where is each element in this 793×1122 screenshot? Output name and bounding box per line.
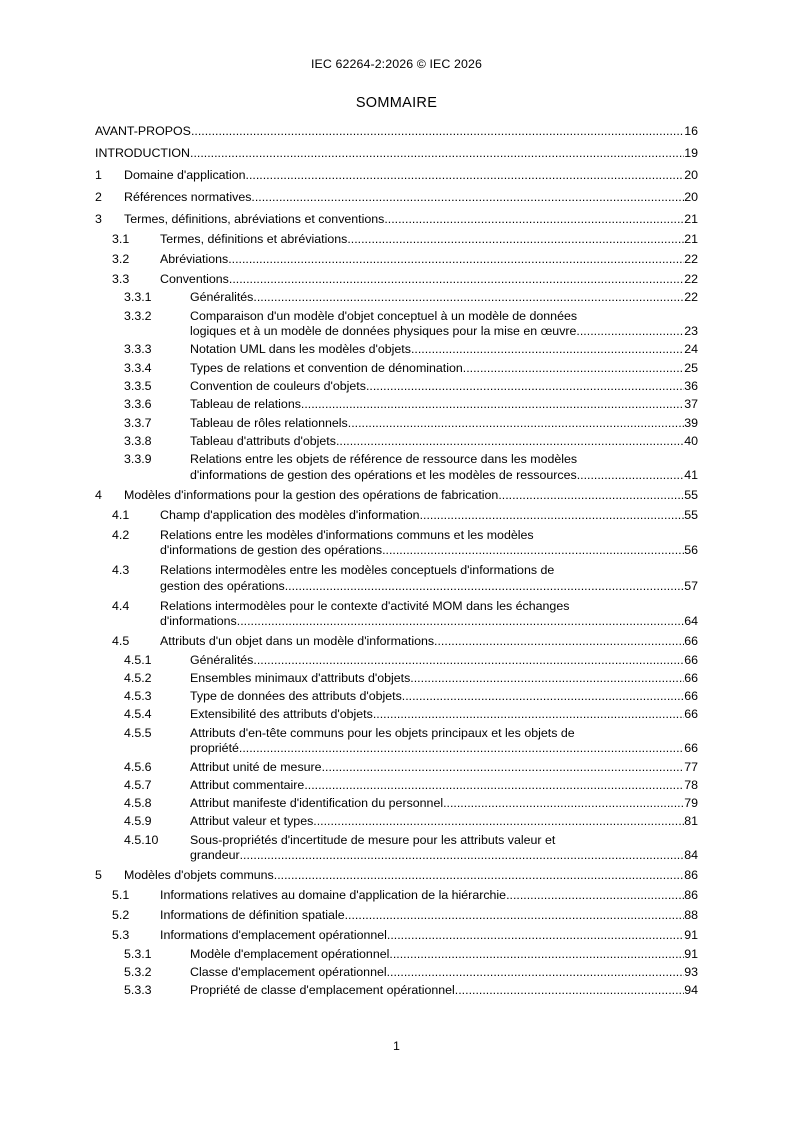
toc-entry[interactable] (95, 124, 698, 140)
toc-entry-title: Termes, définitions, abréviations et conventions (124, 212, 385, 226)
toc-entry-number: 3.3.8 (124, 433, 152, 448)
toc-entry-number: 4.5 (112, 634, 130, 649)
toc-entry-title: Informations d'emplacement opérationnel (160, 928, 387, 943)
toc-entry-title: Modèles d'objets communs (124, 868, 274, 883)
toc-entry-title: Relations intermodèles entre les modèles conceptuels d'informations de (160, 563, 555, 578)
toc-entry-number: 3.3.9 (124, 452, 152, 467)
toc-page-number: 21 (684, 232, 698, 246)
toc-entry[interactable] (95, 232, 698, 248)
dot-leader (240, 848, 685, 862)
toc-entry[interactable] (95, 563, 698, 594)
toc-entry-title: Informations relatives au domaine d'application de la hiérarchie (160, 888, 507, 903)
toc-entry[interactable] (95, 726, 698, 757)
toc-entry[interactable] (95, 947, 698, 963)
dot-leader (274, 868, 684, 882)
toc-entry-number: 5.1 (112, 888, 130, 903)
toc-entry[interactable] (95, 634, 698, 650)
toc-entry[interactable] (95, 290, 698, 306)
toc-entry-title: Classe d'emplacement opérationnel (190, 964, 387, 979)
toc-entry-title: Tableau d'attributs d'objets (190, 433, 336, 448)
toc-entry-title: Termes, définitions et abréviations (160, 232, 348, 246)
document-header: IEC 62264-2:2026 © IEC 2026 (311, 57, 482, 71)
dot-leader (410, 671, 684, 685)
toc-entry[interactable] (95, 488, 698, 504)
toc-entry[interactable] (95, 212, 698, 228)
toc-entry-number: 3 (95, 212, 102, 226)
dot-leader (577, 468, 685, 482)
dot-leader (347, 232, 684, 246)
dot-leader (348, 416, 684, 430)
toc-entry[interactable] (95, 983, 698, 999)
dot-leader (420, 508, 685, 522)
toc-entry-number: 4.5.6 (124, 759, 152, 774)
toc-entry[interactable] (95, 508, 698, 524)
toc-page-number: 23 (684, 324, 698, 339)
toc-entry[interactable] (95, 888, 698, 904)
toc-entry-number: 4.2 (112, 527, 130, 542)
toc-entry[interactable] (95, 599, 698, 630)
toc-entry-number: 4.5.7 (124, 777, 152, 792)
toc-page-number: 22 (684, 272, 698, 286)
toc-entry-title: Relations entre les objets de référence de ressource dans les modèles (190, 452, 578, 467)
dot-leader (387, 928, 684, 942)
toc-entry[interactable] (95, 146, 698, 162)
toc-page-number: 56 (684, 543, 698, 558)
toc-entry[interactable] (95, 342, 698, 358)
toc-page-number: 66 (684, 670, 698, 685)
toc-entry-number: 4 (95, 487, 102, 502)
toc-entry[interactable] (95, 190, 698, 206)
toc-page-number: 41 (684, 467, 698, 482)
toc-entry-title: Attribut valeur et types (190, 814, 314, 829)
toc-entry-number: 3.3.3 (124, 342, 152, 357)
dot-leader (455, 983, 684, 997)
toc-entry[interactable] (95, 272, 698, 288)
toc-entry[interactable] (95, 908, 698, 924)
dot-leader (322, 760, 685, 774)
toc-entry-number: 4.5.1 (124, 652, 152, 667)
toc-page-number: 86 (684, 888, 698, 903)
dot-leader (373, 707, 684, 721)
dot-leader (384, 212, 684, 226)
toc-page-number: 66 (684, 652, 698, 667)
toc-entry-title: d'informations de gestion des opérations et les modèles de ressources (190, 467, 577, 482)
toc-entry[interactable] (95, 833, 698, 864)
toc-entry[interactable] (95, 252, 698, 268)
toc-entry-title: grandeur (190, 848, 240, 863)
toc-entry-number: 4.5.2 (124, 670, 152, 685)
toc-entry-title: Domaine d'application (124, 168, 246, 182)
toc-page-number: 78 (684, 777, 698, 792)
toc-entry-title: Informations de définition spatiale (160, 908, 345, 923)
toc-entry-number: 5.3 (112, 928, 130, 943)
toc-entry-title: Extensibilité des attributs d'objets (190, 707, 373, 722)
toc-entry-number: 5.3.2 (124, 964, 152, 979)
toc-entry-title: Sous-propriétés d'incertitude de mesure pour les attributs valeur et (190, 832, 556, 847)
dot-leader (239, 741, 684, 755)
toc-entry-title: logiques et à un modèle de données physiques pour la mise en œuvre (190, 324, 577, 339)
toc-page-number: 39 (684, 415, 698, 430)
toc-page-number: 24 (684, 342, 698, 357)
toc-entry-title: Type de données des attributs d'objets (190, 689, 402, 704)
dot-leader (506, 888, 684, 902)
toc-entry-number: 3.3.5 (124, 379, 152, 393)
toc-entry[interactable] (95, 653, 698, 669)
toc-entry[interactable] (95, 434, 698, 450)
toc-entry-number: 4.5.5 (124, 725, 152, 740)
toc-entry-title: Conventions (160, 272, 229, 286)
dot-leader (304, 778, 684, 792)
toc-entry-number: 4.5.4 (124, 707, 152, 722)
toc-entry-title: Propriété de classe d'emplacement opérationnel (190, 983, 455, 998)
toc-entry-title: Ensembles minimaux d'attributs d'objets (190, 670, 411, 685)
toc-entry-title: Attribut commentaire (190, 777, 305, 792)
toc-page-number: 66 (684, 707, 698, 722)
toc-entry-number: 4.3 (112, 563, 130, 578)
toc-entry-title: Références normatives (124, 190, 252, 204)
page-title: SOMMAIRE (355, 95, 438, 111)
dot-leader (336, 434, 684, 448)
toc-entry[interactable] (95, 379, 698, 395)
toc-entry-number: 3.3.6 (124, 397, 152, 412)
dot-leader (253, 653, 684, 667)
toc-entry-title: Notation UML dans les modèles d'objets (190, 342, 411, 357)
toc-page-number: 66 (684, 741, 698, 756)
toc-entry-number: 4.1 (112, 507, 130, 522)
dot-leader (285, 579, 685, 593)
toc-page-number: 79 (684, 796, 698, 811)
toc-page-number: 86 (684, 868, 698, 883)
dot-leader (253, 290, 684, 304)
toc-page-number: 22 (684, 252, 698, 266)
toc-entry[interactable] (95, 868, 698, 884)
toc-entry-title: AVANT-PROPOS (95, 124, 191, 138)
toc-entry-number: 5 (95, 868, 102, 883)
toc-page-number: 84 (684, 848, 698, 863)
toc-entry[interactable] (95, 965, 698, 981)
toc-entry[interactable] (95, 416, 698, 432)
toc-entry-number: 3.3 (112, 272, 130, 286)
toc-entry-title: Attribut unité de mesure (190, 759, 322, 774)
toc-page-number: 20 (684, 168, 698, 182)
toc-entry-title: d'informations (160, 614, 237, 629)
toc-page-number: 88 (684, 908, 698, 923)
toc-entry[interactable] (95, 309, 698, 340)
toc-page-number: 66 (684, 689, 698, 704)
toc-entry-title: Attributs d'un objet dans un modèle d'informations (160, 634, 435, 649)
toc-entry-title: Généralités (190, 652, 254, 667)
toc-entry-number: 3.3.7 (124, 415, 152, 430)
toc-entry[interactable] (95, 928, 698, 944)
toc-entry[interactable] (95, 689, 698, 705)
toc-entry-number: 4.5.9 (124, 814, 152, 829)
toc-entry-title: Tableau de rôles relationnels (190, 415, 348, 430)
toc-entry-title: Abréviations (160, 252, 229, 266)
dot-leader (443, 796, 684, 810)
toc-entry-number: 3.3.4 (124, 360, 152, 375)
toc-page-number: 93 (684, 964, 698, 979)
toc-entry[interactable] (95, 452, 698, 483)
dot-leader (411, 342, 684, 356)
toc-entry-number: 5.2 (112, 908, 130, 923)
toc-entry[interactable] (95, 760, 698, 776)
toc-entry-title: Attributs d'en-tête communs pour les objets principaux et les objets de (190, 725, 575, 740)
toc-entry-number: 4.5.8 (124, 796, 152, 811)
toc-entry-number: 5.3.3 (124, 983, 152, 998)
toc-entry-title: Modèles d'informations pour la gestion des opérations de fabrication (124, 487, 499, 502)
toc-page-number: 21 (684, 212, 698, 226)
dot-leader (345, 908, 685, 922)
toc-entry[interactable] (95, 361, 698, 377)
dot-leader (246, 168, 685, 182)
toc-page-number: 77 (684, 759, 698, 774)
toc-page-number: 22 (684, 290, 698, 305)
dot-leader (191, 124, 684, 138)
toc-entry-number: 4.4 (112, 598, 130, 613)
toc-entry[interactable] (95, 814, 698, 830)
toc-entry[interactable] (95, 528, 698, 559)
toc-page-number: 64 (684, 614, 698, 629)
dot-leader (382, 543, 684, 557)
toc-page-number: 16 (684, 124, 698, 138)
toc-entry-title: Relations entre les modèles d'informations communs et les modèles (160, 527, 534, 542)
toc-entry-title: Champ d'application des modèles d'information (160, 507, 420, 522)
toc-entry-number: 1 (95, 168, 102, 182)
toc-entry-title: Relations intermodèles pour le contexte d'activité MOM dans les échanges (160, 598, 570, 613)
toc-entry-title: d'informations de gestion des opérations (160, 543, 383, 558)
toc-entry-number: 5.3.1 (124, 946, 152, 961)
toc-page-number: 19 (684, 146, 698, 160)
toc-entry-title: INTRODUCTION (95, 146, 190, 160)
dot-leader (434, 634, 684, 648)
toc-entry-title: propriété (190, 741, 239, 756)
toc-page-number: 81 (684, 814, 698, 829)
toc-entry-number: 4.5.10 (124, 832, 159, 847)
toc-entry-title: Tableau de relations (190, 397, 301, 412)
dot-leader (301, 397, 684, 411)
toc-entry-title: Généralités (190, 290, 254, 305)
toc-entry[interactable] (95, 707, 698, 723)
dot-leader (576, 324, 684, 338)
dot-leader (366, 379, 684, 393)
dot-leader (402, 689, 684, 703)
toc-page-number: 20 (684, 190, 698, 204)
toc-page-number: 36 (684, 379, 698, 393)
toc-entry-title: gestion des opérations (160, 578, 285, 593)
page-number: 1 (393, 1039, 400, 1053)
toc-entry[interactable] (95, 671, 698, 687)
toc-page-number: 25 (684, 360, 698, 375)
dot-leader (387, 965, 685, 979)
toc-page-number: 57 (684, 578, 698, 593)
toc-entry-title: Modèle d'emplacement opérationnel (190, 946, 390, 961)
toc-entry-title: Types de relations et convention de dénomination (190, 360, 463, 375)
dot-leader (463, 361, 684, 375)
toc-entry[interactable] (95, 796, 698, 812)
toc-entry-number: 2 (95, 190, 102, 204)
toc-entry-number: 4.5.3 (124, 689, 152, 704)
toc-page-number: 66 (684, 634, 698, 649)
toc-page-number: 55 (684, 507, 698, 522)
toc-entry-number: 3.3.1 (124, 290, 152, 305)
toc-entry-title: Comparaison d'un modèle d'objet conceptuel à un modèle de données (190, 308, 578, 323)
dot-leader (251, 190, 684, 204)
dot-leader (313, 814, 684, 828)
dot-leader (389, 947, 684, 961)
toc-page-number: 91 (684, 946, 698, 961)
toc-page-number: 55 (684, 487, 698, 502)
toc-page-number: 91 (684, 928, 698, 943)
toc-entry[interactable] (95, 397, 698, 413)
toc-entry-number: 3.1 (112, 232, 130, 246)
dot-leader (237, 614, 684, 628)
toc-entry-number: 3.2 (112, 252, 130, 266)
toc-page-number: 40 (684, 433, 698, 448)
toc-entry-title: Convention de couleurs d'objets (190, 379, 366, 393)
toc-entry-number: 3.3.2 (124, 308, 152, 323)
dot-leader (228, 252, 684, 266)
dot-leader (498, 488, 684, 502)
dot-leader (190, 146, 684, 160)
toc-page-number: 94 (684, 983, 698, 998)
toc-entry[interactable] (95, 778, 698, 794)
toc-entry-title: Attribut manifeste d'identification du personnel (190, 796, 444, 811)
toc-entry[interactable] (95, 168, 698, 184)
toc-page-number: 37 (684, 397, 698, 412)
dot-leader (229, 272, 684, 286)
